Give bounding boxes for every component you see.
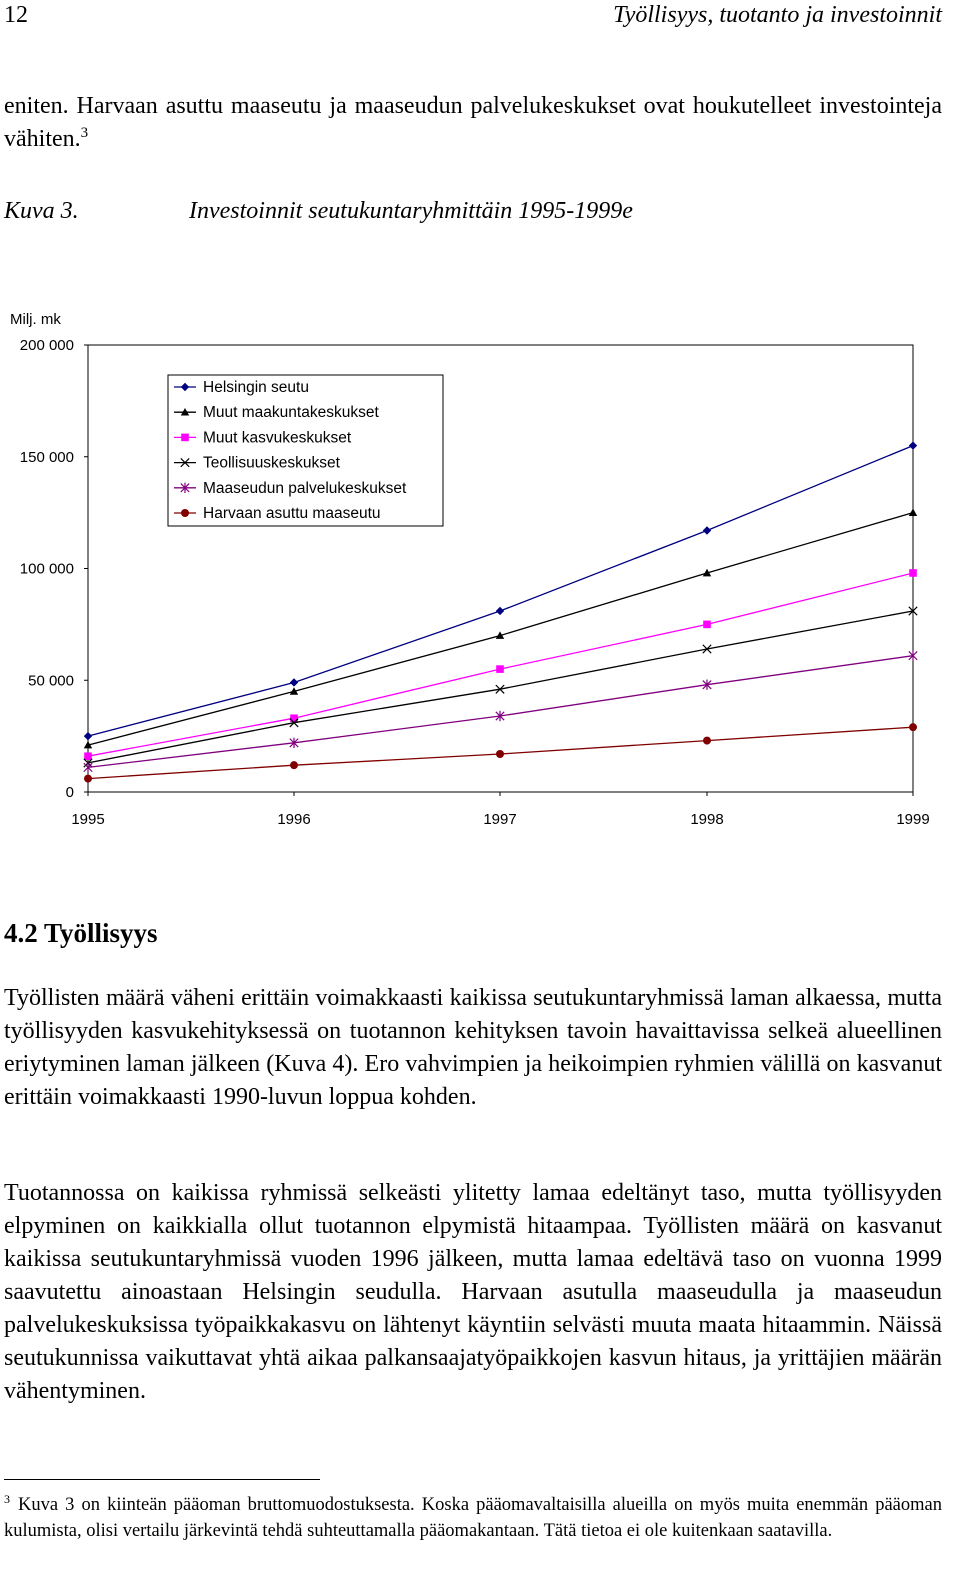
series-line [88,573,913,756]
marker-square [84,752,92,760]
running-title: Työllisyys, tuotanto ja investoinnit [613,2,942,28]
marker-circle [909,723,917,731]
marker-square [496,665,504,673]
footnote-mark: 3 [4,1491,10,1506]
x-tick-label: 1998 [690,811,724,828]
x-axis [71,792,929,828]
legend [168,375,443,526]
y-tick-label: 50 000 [28,672,74,690]
investment-line-chart [0,300,960,845]
marker-square [290,714,298,722]
legend-label: Maaseudun palvelukeskukset [203,479,407,497]
intro-text: eniten. Harvaan asuttu maaseutu ja maaseudun palvelukeskukset ovat houkutelleet investointeja vähiten. [4,93,942,152]
intro-paragraph [4,90,942,156]
section-heading: 4.2 Työllisyys [4,918,158,948]
series [84,569,917,760]
legend-label: Muut maakuntakeskukset [203,404,379,422]
marker-circle [181,509,189,517]
figure-title: Investoinnit seutukuntaryhmittäin 1995-1999e [189,198,633,224]
series [84,607,917,767]
legend-label: Muut kasvukeskukset [203,429,352,447]
x-tick-label: 1996 [277,811,311,828]
marker-circle [290,761,298,769]
marker-triangle [909,508,917,516]
marker-square [703,621,711,629]
y-axis [20,337,88,801]
marker-diamond [496,607,504,615]
figure-caption [4,198,633,225]
marker-diamond [703,526,711,534]
marker-circle [84,775,92,783]
marker-diamond [290,678,298,686]
x-tick-label: 1997 [483,811,517,828]
page-header [0,0,960,32]
series-line [88,513,913,746]
x-tick-label: 1995 [71,811,105,828]
footnote-divider [4,1479,320,1480]
footnote-reference: 3 [80,125,89,141]
marker-circle [703,737,711,745]
marker-square [909,569,917,577]
legend-box [168,375,443,526]
legend-label: Teollisuuskeskukset [203,454,340,472]
footnote [4,1492,942,1544]
figure-label: Kuva 3. [4,198,79,224]
footnote-text: Kuva 3 on kiinteän pääoman bruttomuodostuksesta. Koska pääomavaltaisilla alueilla on myös muita enemmän pääoman kulumista, olisi vertailu järkevintä tehdä suhteuttamalla pääomakantaan. Tätä tietoa ei ole kuitenkaan saatavilla. [4,1495,942,1541]
legend-label: Harvaan asuttu maaseutu [203,505,381,522]
legend-label: Helsingin seutu [203,379,309,396]
marker-diamond [909,441,917,449]
x-tick-label: 1999 [896,811,930,828]
paragraph-2: Tuotannossa on kaikissa ryhmissä selkeästi ylitetty lamaa edeltänyt taso, mutta työllisyyden elpyminen on kaikkialla ollut tuotannon elpymistä hitaampaa. Työllisten määrä on kasvanut kaikissa seutukuntaryhmissä vuoden 1996 jälkeen, mutta lamaa edeltävä taso on vuonna 1999 saavutettu ainoastaan Helsingin seudulla. Harvaan asutulla maaseudulla ja maaseudun palvelukeskuksissa työpaikkakasvu on lähtenyt käyntiin selvästi muuta maata hitaammin. Näissä seutukunnissa vaikuttavat yhtä aikaa palkansaajatyöpaikkojen kasvun hitaus, ja yrittäjien määrän vähentyminen. [4,1180,942,1404]
marker-circle [496,750,504,758]
page-number: 12 [4,2,28,28]
y-tick-label: 200 000 [19,337,74,354]
marker-square [181,434,189,442]
y-tick-label: 100 000 [19,560,74,578]
marker-diamond [84,732,92,740]
y-tick-label: 0 [65,784,74,801]
y-tick-label: 150 000 [19,448,74,466]
paragraph-1: Työllisten määrä väheni erittäin voimakkaasti kaikissa seutukuntaryhmissä laman alkaessa, mutta työllisyyden kasvukehityksessä on tuotannon kehityksen tavoin havaittavissa selkeä alueellinen eriytyminen laman jälkeen (Kuva 4). Ero vahvimpien ja heikoimpien ryhmien välillä on kasvanut erittäin voimakkaasti 1990-luvun loppua kohden. [4,985,942,1110]
y-axis-label: Milj. mk [10,311,61,328]
